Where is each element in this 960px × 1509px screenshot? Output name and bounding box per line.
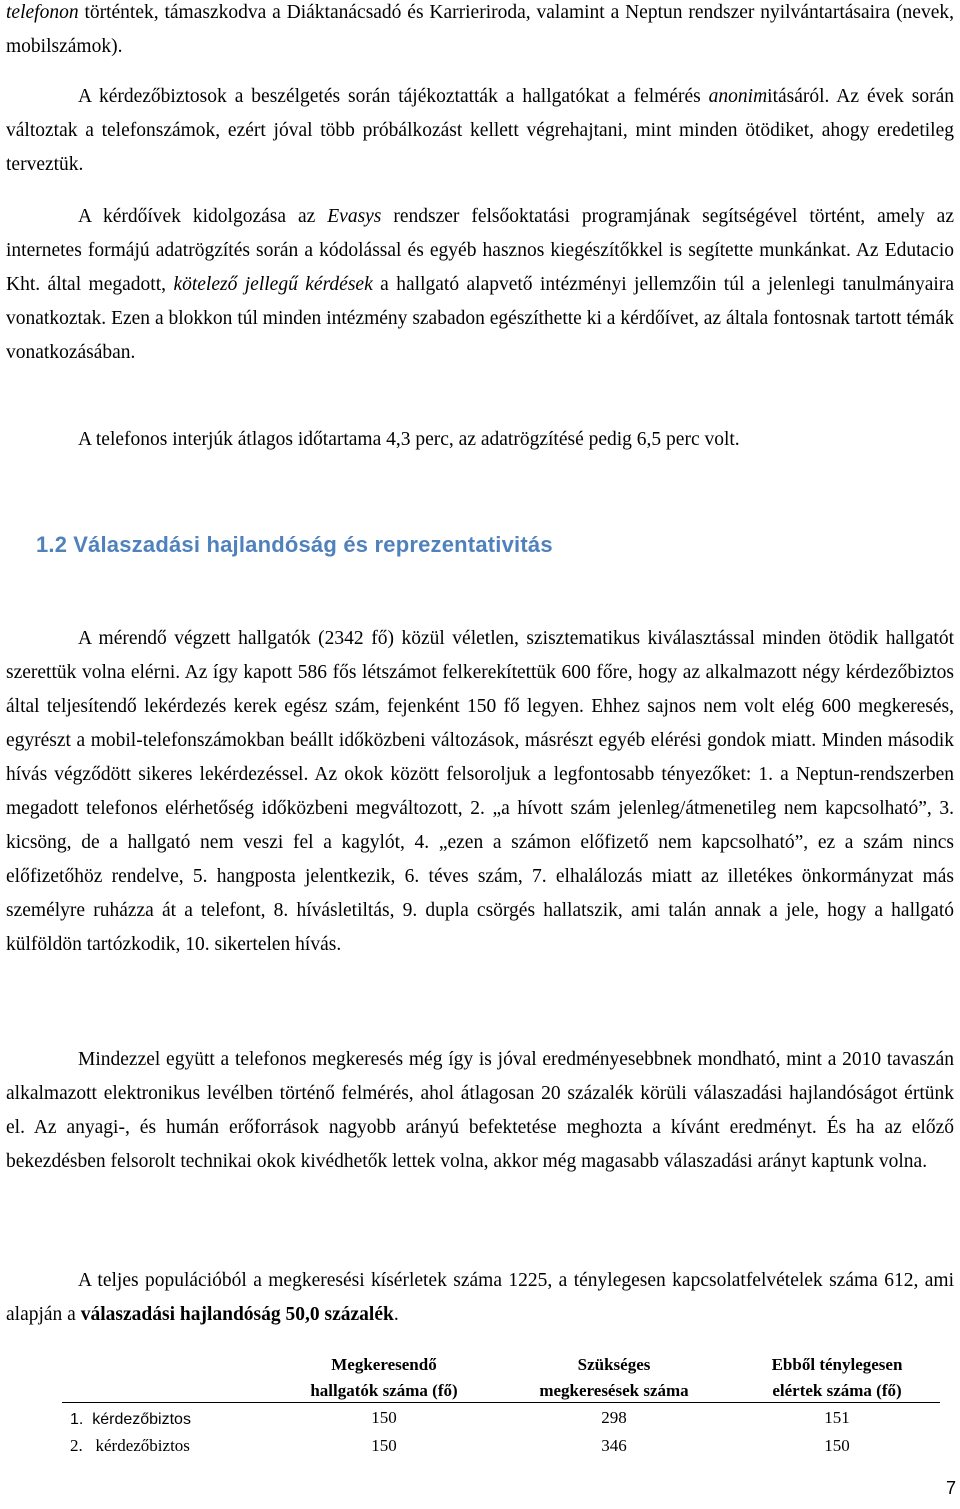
cell-value: 150 (824, 1436, 850, 1455)
section-number: 1.2 (36, 532, 68, 557)
bold-result: válaszadási hajlandóság 50,0 százalék (80, 1304, 394, 1325)
cell-value: 346 (601, 1436, 627, 1455)
paragraph-text: a hallgató alapvető intézményi jellemzőin túl a jelenlegi tanulmányaira vonatkoztak. Ezen a blokkon túl minden intézmény szabadon egészíthette ki a kérdőívet, az általa fontosnak tartott témák vonatkozásában. (6, 274, 954, 363)
column-header-1: Megkeresendő hallgatók száma (fő) (310, 1355, 458, 1400)
column-header-2: Szükséges megkeresések száma (539, 1355, 689, 1400)
row-label: 1. kérdezőbiztos (70, 1411, 191, 1428)
paragraph-2 (6, 80, 954, 182)
paragraph-text: rendszer felsőoktatási programjának segítségével történt, amely az internetes formájú adatrögzítés során a kódolással és egyéb hasznos kiegészítőkkel is segítette munkánkat. Az Edutacio Kht. által megadott, (6, 206, 954, 295)
cell-value: 150 (371, 1408, 397, 1427)
paragraph-7 (6, 1264, 954, 1332)
paragraph-text: A teljes populációból a megkeresési kísérletek száma 1225, a ténylegesen kapcsolatfelvételek száma 612, ami alapján a (6, 1270, 954, 1325)
paragraph-1 (6, 0, 954, 64)
row-label: 2. kérdezőbiztos (70, 1436, 190, 1455)
section-heading (36, 532, 553, 558)
section-title: Válaszadási hajlandóság és reprezentativitás (73, 532, 553, 557)
paragraph-text: A kérdezőbiztosok a beszélgetés során tájékoztatták a hallgatókat a felmérés (78, 86, 709, 107)
paragraph-5: A mérendő végzett hallgatók (2342 fő) közül véletlen, szisztematikus kiválasztással minden ötödik hallgatót szerettük volna elérni. Az így kapott 586 fős létszámot felkerekítettük 600 főre, hogy az alkalmazott négy kérdezőbiztos által teljesítendő lekérdezés kerek egész szám, fejenként 150 fő legyen. Ehhez sajnos nem volt elég 600 megkeresés, egyrészt a mobil-telefonszámokban beállt időközbeni változások, másrészt egyéb elérési gondok miatt. Minden második hívás végződött sikeres lekérdezéssel. Az okok között felsoroljuk a legfontosabb tényezőket: 1. a Neptun-rendszerben megadott telefonos elérhetőség időközbeni megváltozott, 2. „a hívott szám jelenleg/átmenetileg nem kapcsolható”, 3. kicsöng, de a hallgató nem veszi fel a kagylót, 4. „ezen a számon előfizető nem kapcsolható”, ez a szám nincs előfizetőhöz rendelve, 5. hangposta jelentkezik, 6. téves szám, 7. elhalálozás miatt az illetékes önkormányzat más személyre ruházza át a telefont, 8. hívásletiltás, 9. dupla csörgés hallatszik, ami talán annak a jele, hogy a hallgató külföldön tartózkodik, 10. sikertelen hívás. (6, 628, 954, 955)
column-header-3: Ebből ténylegesen elértek száma (fő) (771, 1355, 903, 1400)
cell-value: 298 (601, 1408, 627, 1427)
cell-value: 151 (824, 1408, 850, 1427)
paragraph-text: történtek, támaszkodva a Diáktanácsadó és Karrieriroda, valamint a Neptun rendszer nyilvántartásaira (nevek, mobilszámok). (6, 2, 954, 57)
page-number: 7 (945, 1478, 956, 1498)
paragraph-3 (6, 200, 954, 370)
italic-term: telefonon (6, 2, 79, 23)
cell-value: 150 (371, 1436, 397, 1455)
paragraph-text: itásáról. Az évek során változtak a telefonszámok, ezért jóval több próbálkozást kellett végrehajtani, mint minden ötödiket, ahogy eredetileg terveztük. (6, 86, 954, 175)
paragraph-6: Mindezzel együtt a telefonos megkeresés még így is jóval eredményesebbnek mondható, mint a 2010 tavaszán alkalmazott elektronikus levélben történő felmérés, ahol átlagosan 20 százalék körüli válaszadási hajlandóságot értünk el. Az anyagi-, és humán erőforrások nagyobb arányú befektetése meghozta a kívánt eredményt. És ha az előző bekezdésben felsorolt technikai okok kivédhetők lettek volna, akkor még magasabb válaszadási arányt kaptunk volna. (6, 1049, 954, 1172)
italic-term: Evasys (327, 206, 382, 227)
italic-term: anonim (708, 86, 768, 107)
table-header-rule (62, 1402, 940, 1403)
paragraph-4: A telefonos interjúk átlagos időtartama 4,3 perc, az adatrögzítésé pedig 6,5 perc volt. (78, 429, 740, 450)
paragraph-text: A kérdőívek kidolgozása az (78, 206, 328, 227)
italic-term: kötelező jellegű kérdések (173, 274, 373, 295)
paragraph-text: . (393, 1304, 399, 1325)
